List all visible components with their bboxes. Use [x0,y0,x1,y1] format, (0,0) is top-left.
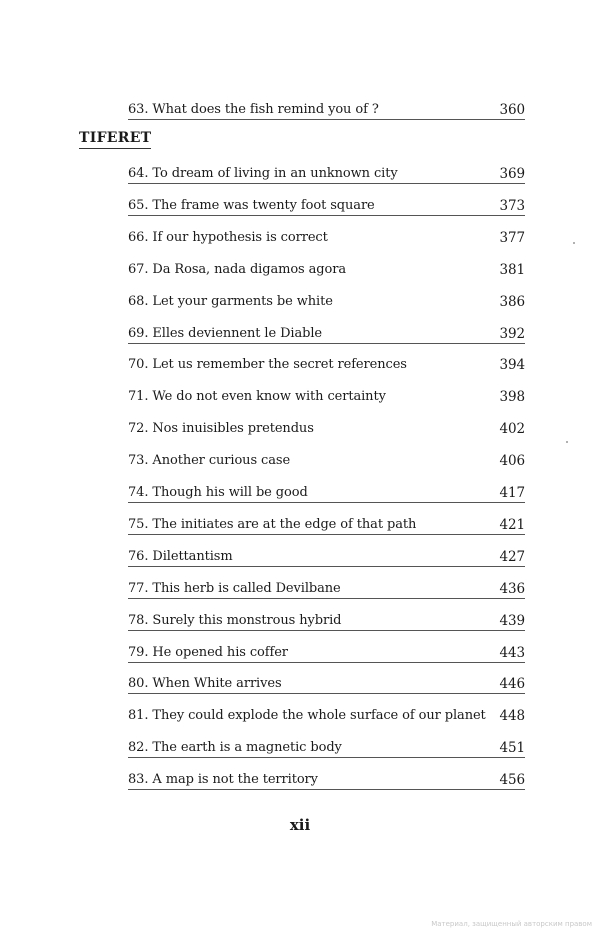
toc-entry-title: 68. Let your garments be white [128,293,333,309]
toc-entry-page-number: 398 [499,389,525,406]
toc-entry [128,703,525,725]
toc-entry [128,161,525,184]
toc-entry [128,257,525,279]
toc-entry-title: 75. The initiates are at the edge of that path [128,516,417,532]
toc-entry-title: 83. A map is not the territory [128,772,318,788]
scan-speck [566,441,568,443]
toc-entry-page-number: 392 [499,325,525,342]
toc-entry-page-number: 360 [499,102,525,118]
toc-entry-page-number: 421 [499,516,525,533]
toc-entry-title: 63. What does the fish remind you of ? [128,102,379,117]
toc-entry [128,352,525,374]
toc-entry-page-number: 373 [499,197,525,214]
toc-entry-page-number: 402 [499,421,525,438]
toc-entry-page-number: 427 [499,548,525,565]
toc-entry-title: 67. Da Rosa, nada digamos agora [128,261,347,277]
toc-entry-title: 79. He opened his coffer [128,644,288,660]
scan-speck [573,242,575,244]
toc-entry-page-number: 386 [499,293,525,310]
toc-entry [128,321,525,344]
toc-entry-title: 64. To dream of living in an unknown city [128,166,398,181]
toc-entry-title: 81. They could explode the whole surface of our planet [128,708,486,724]
toc-entry-title: 76. Dilettantism [128,548,233,564]
toc-entry-page-number: 369 [499,166,525,182]
page-number: xii [289,816,311,834]
toc-entry [128,544,525,567]
toc-entry-page-number: 439 [499,612,525,629]
toc-entry-page-number: 456 [499,772,525,789]
toc-entry [128,225,525,247]
toc-entry [128,640,525,663]
toc-entry-title: 71. We do not even know with certainty [128,389,386,405]
toc-entry [128,289,525,311]
toc-entry-page-number: 377 [499,229,525,246]
toc-entry-page-number: 406 [499,453,525,470]
toc-entry-title: 72. Nos inuisibles pretendus [128,421,314,437]
toc-entry-title: 73. Another curious case [128,453,291,469]
toc-entry-page-number: 446 [499,676,525,693]
toc-entry [128,97,525,120]
toc-entry-title: 74. Though his will be good [128,485,308,500]
toc-entry [128,767,525,790]
toc-entry-title: 66. If our hypothesis is correct [128,229,328,245]
toc-entry-title: 78. Surely this monstrous hybrid [128,612,342,628]
toc-entry-page-number: 381 [499,261,525,278]
toc-entry-page-number: 436 [499,580,525,597]
toc-entry-title: 70. Let us remember the secret references [128,357,407,373]
toc-entry-title: 80. When White arrives [128,676,282,692]
toc-entry-page-number: 448 [499,708,525,725]
toc-entry [128,512,525,535]
toc-entry [128,416,525,438]
toc-entry-title: 77. This herb is called Devilbane [128,580,341,596]
toc-entry [128,384,525,406]
section-heading: TIFERET [79,130,151,149]
toc-entry [128,576,525,599]
toc-entry-title: 65. The frame was twenty foot square [128,197,375,213]
toc-entry-page-number: 443 [499,644,525,661]
toc-entry [128,671,525,694]
copyright-watermark: Материал, защищенный авторским правом [431,920,592,928]
toc-entry [128,735,525,758]
toc-entry [128,448,525,470]
toc-entry-title: 82. The earth is a magnetic body [128,740,342,756]
toc-entry-title: 69. Elles deviennent le Diable [128,325,322,341]
toc-entry-page-number: 451 [499,740,525,757]
toc-entry-page-number: 417 [499,485,525,501]
toc-entry-page-number: 394 [499,357,525,374]
toc-entry [128,608,525,631]
toc-entry [128,193,525,216]
toc-entry [128,480,525,503]
